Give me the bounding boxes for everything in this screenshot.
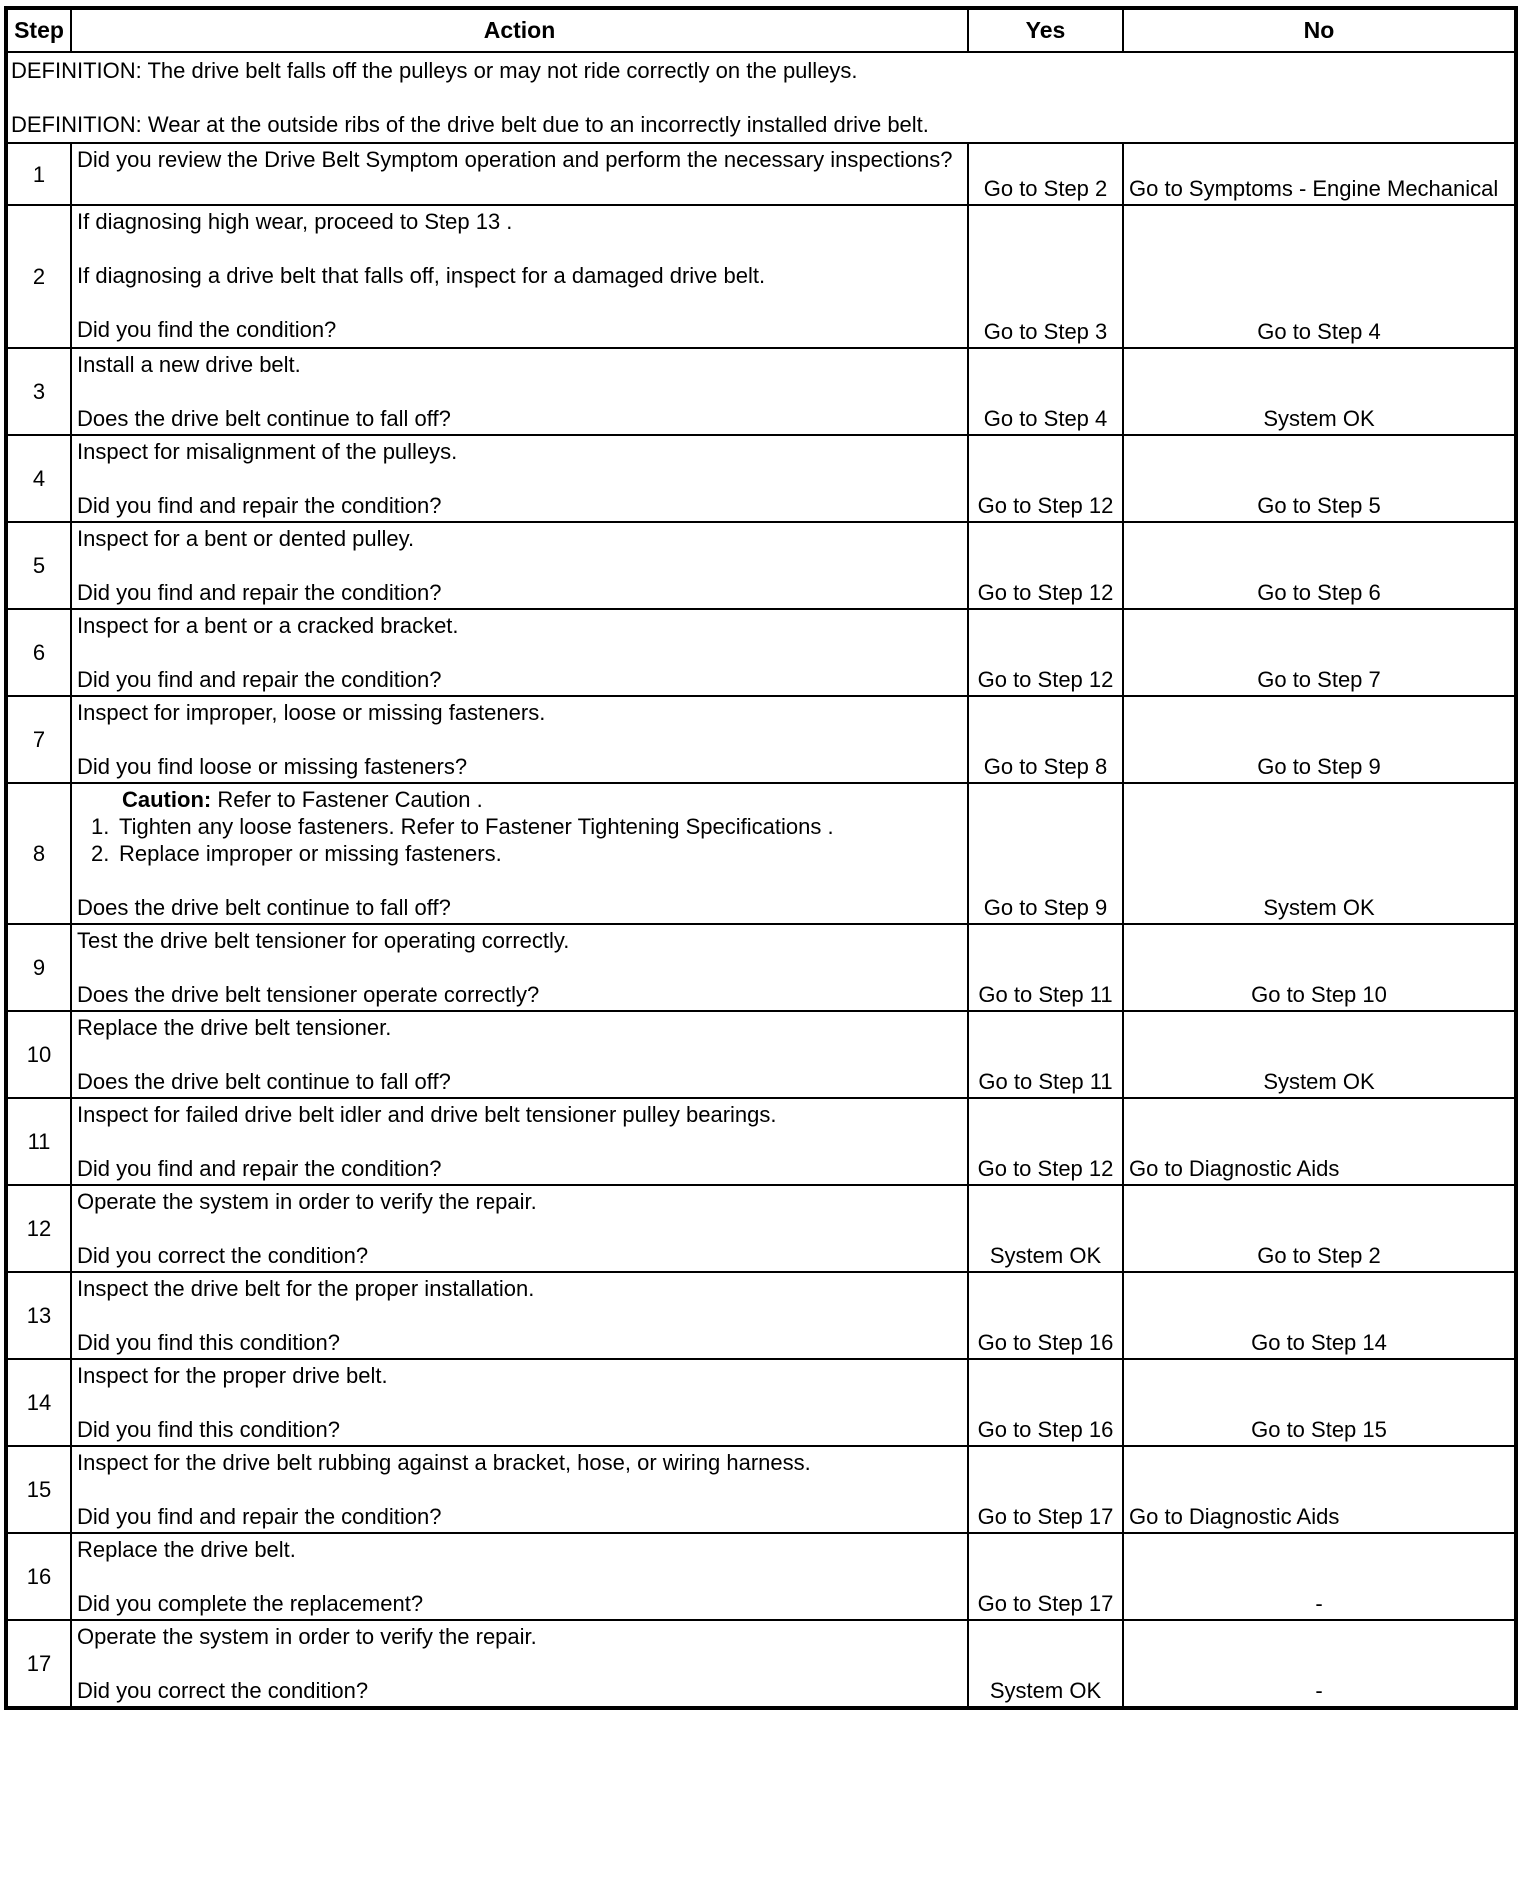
action-line: Did you find and repair the condition? [77, 667, 442, 692]
yes-result: Go to Step 11 [968, 1011, 1123, 1098]
action-line: Inspect the drive belt for the proper installation. [77, 1276, 535, 1301]
table-row [6, 696, 1516, 783]
no-result: Go to Step 5 [1123, 435, 1516, 522]
yes-result: Go to Step 16 [968, 1359, 1123, 1446]
table-row [6, 1359, 1516, 1446]
step-number: 12 [6, 1185, 71, 1272]
step-number: 16 [6, 1533, 71, 1620]
action-line: Inspect for a bent or a cracked bracket. [77, 613, 459, 638]
list-item [77, 840, 962, 867]
definitions-row [6, 52, 1516, 143]
table-row [6, 143, 1516, 205]
no-result: Go to Step 14 [1123, 1272, 1516, 1359]
caution-text: Refer to Fastener Caution . [217, 787, 483, 812]
action-line: Does the drive belt tensioner operate correctly? [77, 982, 540, 1007]
yes-result: Go to Step 17 [968, 1533, 1123, 1620]
action-cell [71, 522, 968, 609]
yes-result: Go to Step 9 [968, 783, 1123, 924]
yes-result: Go to Step 12 [968, 1098, 1123, 1185]
list-number: 2. [91, 841, 110, 866]
list-text: Tighten any loose fasteners. Refer to Fastener Tightening Specifications . [119, 814, 834, 839]
action-line: Did you complete the replacement? [77, 1591, 424, 1616]
yes-result: System OK [968, 1620, 1123, 1708]
action-cell [71, 924, 968, 1011]
step-number: 7 [6, 696, 71, 783]
action-line: Did you find loose or missing fasteners? [77, 754, 468, 779]
header-step: Step [6, 8, 71, 52]
action-cell [71, 783, 968, 924]
action-line: Did you find and repair the condition? [77, 1504, 442, 1529]
caution-note [77, 786, 962, 813]
action-cell [71, 205, 968, 348]
yes-result: Go to Step 17 [968, 1446, 1123, 1533]
no-result: System OK [1123, 348, 1516, 435]
yes-result: System OK [968, 1185, 1123, 1272]
no-result: Go to Step 9 [1123, 696, 1516, 783]
no-result: Go to Symptoms - Engine Mechanical [1123, 143, 1516, 205]
action-cell [71, 696, 968, 783]
action-cell [71, 609, 968, 696]
yes-result: Go to Step 12 [968, 435, 1123, 522]
action-line: If diagnosing a drive belt that falls off, inspect for a damaged drive belt. [77, 263, 766, 288]
no-result: Go to Diagnostic Aids [1123, 1098, 1516, 1185]
action-line: Did you find and repair the condition? [77, 493, 442, 518]
action-question: Does the drive belt continue to fall off? [77, 895, 451, 920]
step-number: 1 [6, 143, 71, 205]
table-row [6, 522, 1516, 609]
header-yes: Yes [968, 8, 1123, 52]
action-cell [71, 1098, 968, 1185]
table-row [6, 924, 1516, 1011]
action-line: Operate the system in order to verify the repair. [77, 1624, 537, 1649]
action-line: Did you find and repair the condition? [77, 1156, 442, 1181]
action-line: Replace the drive belt tensioner. [77, 1015, 392, 1040]
action-line: Test the drive belt tensioner for operating correctly. [77, 928, 570, 953]
table-row [6, 1533, 1516, 1620]
action-cell [71, 1533, 968, 1620]
list-text: Replace improper or missing fasteners. [119, 841, 502, 866]
no-result: - [1123, 1620, 1516, 1708]
no-result: Go to Step 7 [1123, 609, 1516, 696]
header-row [6, 8, 1516, 52]
yes-result: Go to Step 12 [968, 522, 1123, 609]
action-line: Inspect for failed drive belt idler and drive belt tensioner pulley bearings. [77, 1102, 777, 1127]
action-cell [71, 1185, 968, 1272]
action-line: Inspect for misalignment of the pulleys. [77, 439, 458, 464]
action-line: Inspect for improper, loose or missing fasteners. [77, 700, 546, 725]
action-cell [71, 435, 968, 522]
action-line: Did you find this condition? [77, 1330, 340, 1355]
action-line: If diagnosing high wear, proceed to Step 13 . [77, 209, 513, 234]
step-number: 13 [6, 1272, 71, 1359]
table-row [6, 1185, 1516, 1272]
action-line: Did you review the Drive Belt Symptom operation and perform the necessary inspections? [77, 147, 953, 172]
list-number: 1. [91, 814, 110, 839]
action-line: Did you correct the condition? [77, 1243, 369, 1268]
yes-result: Go to Step 2 [968, 143, 1123, 205]
table-row [6, 1011, 1516, 1098]
yes-result: Go to Step 16 [968, 1272, 1123, 1359]
step-number: 15 [6, 1446, 71, 1533]
action-line: Did you find and repair the condition? [77, 580, 442, 605]
table-row [6, 609, 1516, 696]
action-line: Did you find this condition? [77, 1417, 340, 1442]
action-line: Does the drive belt continue to fall off? [77, 406, 451, 431]
table-row [6, 435, 1516, 522]
table-row [6, 205, 1516, 348]
action-line: Inspect for the proper drive belt. [77, 1363, 388, 1388]
step-number: 4 [6, 435, 71, 522]
action-line: Does the drive belt continue to fall off? [77, 1069, 451, 1094]
action-cell [71, 1620, 968, 1708]
step-number: 3 [6, 348, 71, 435]
table-row [6, 1446, 1516, 1533]
action-cell [71, 1359, 968, 1446]
no-result: Go to Step 10 [1123, 924, 1516, 1011]
step-number: 10 [6, 1011, 71, 1098]
action-line: Did you correct the condition? [77, 1678, 369, 1703]
action-line: Inspect for the drive belt rubbing against a bracket, hose, or wiring harness. [77, 1450, 811, 1475]
no-result: Go to Step 15 [1123, 1359, 1516, 1446]
yes-result: Go to Step 4 [968, 348, 1123, 435]
action-line: Did you find the condition? [77, 317, 337, 342]
yes-result: Go to Step 12 [968, 609, 1123, 696]
step-number: 2 [6, 205, 71, 348]
table-row [6, 783, 1516, 924]
step-number: 5 [6, 522, 71, 609]
no-result: System OK [1123, 783, 1516, 924]
definition-1: DEFINITION: The drive belt falls off the pulleys or may not ride correctly on the pulleys. [11, 58, 858, 83]
step-number: 11 [6, 1098, 71, 1185]
no-result: Go to Step 2 [1123, 1185, 1516, 1272]
step-number: 6 [6, 609, 71, 696]
definition-2: DEFINITION: Wear at the outside ribs of the drive belt due to an incorrectly installed drive belt. [11, 112, 929, 137]
yes-result: Go to Step 11 [968, 924, 1123, 1011]
table-row [6, 1098, 1516, 1185]
yes-result: Go to Step 8 [968, 696, 1123, 783]
caution-label: Caution: [122, 787, 212, 812]
no-result: Go to Diagnostic Aids [1123, 1446, 1516, 1533]
no-result: Go to Step 4 [1123, 205, 1516, 348]
step-number: 8 [6, 783, 71, 924]
action-cell [71, 348, 968, 435]
table-row [6, 1620, 1516, 1708]
header-no: No [1123, 8, 1516, 52]
action-line: Operate the system in order to verify the repair. [77, 1189, 537, 1214]
action-cell [71, 1011, 968, 1098]
table-row [6, 1272, 1516, 1359]
no-result: System OK [1123, 1011, 1516, 1098]
yes-result: Go to Step 3 [968, 205, 1123, 348]
header-action: Action [71, 8, 968, 52]
no-result: Go to Step 6 [1123, 522, 1516, 609]
table-row [6, 348, 1516, 435]
diagnostic-table [4, 6, 1518, 1710]
no-result: - [1123, 1533, 1516, 1620]
step-number: 17 [6, 1620, 71, 1708]
step-number: 9 [6, 924, 71, 1011]
action-cell [71, 1272, 968, 1359]
action-line: Replace the drive belt. [77, 1537, 296, 1562]
list-item [77, 813, 962, 840]
action-line: Inspect for a bent or dented pulley. [77, 526, 415, 551]
definitions-cell [6, 52, 1516, 143]
action-cell [71, 1446, 968, 1533]
step-number: 14 [6, 1359, 71, 1446]
action-cell [71, 143, 968, 205]
action-line: Install a new drive belt. [77, 352, 301, 377]
